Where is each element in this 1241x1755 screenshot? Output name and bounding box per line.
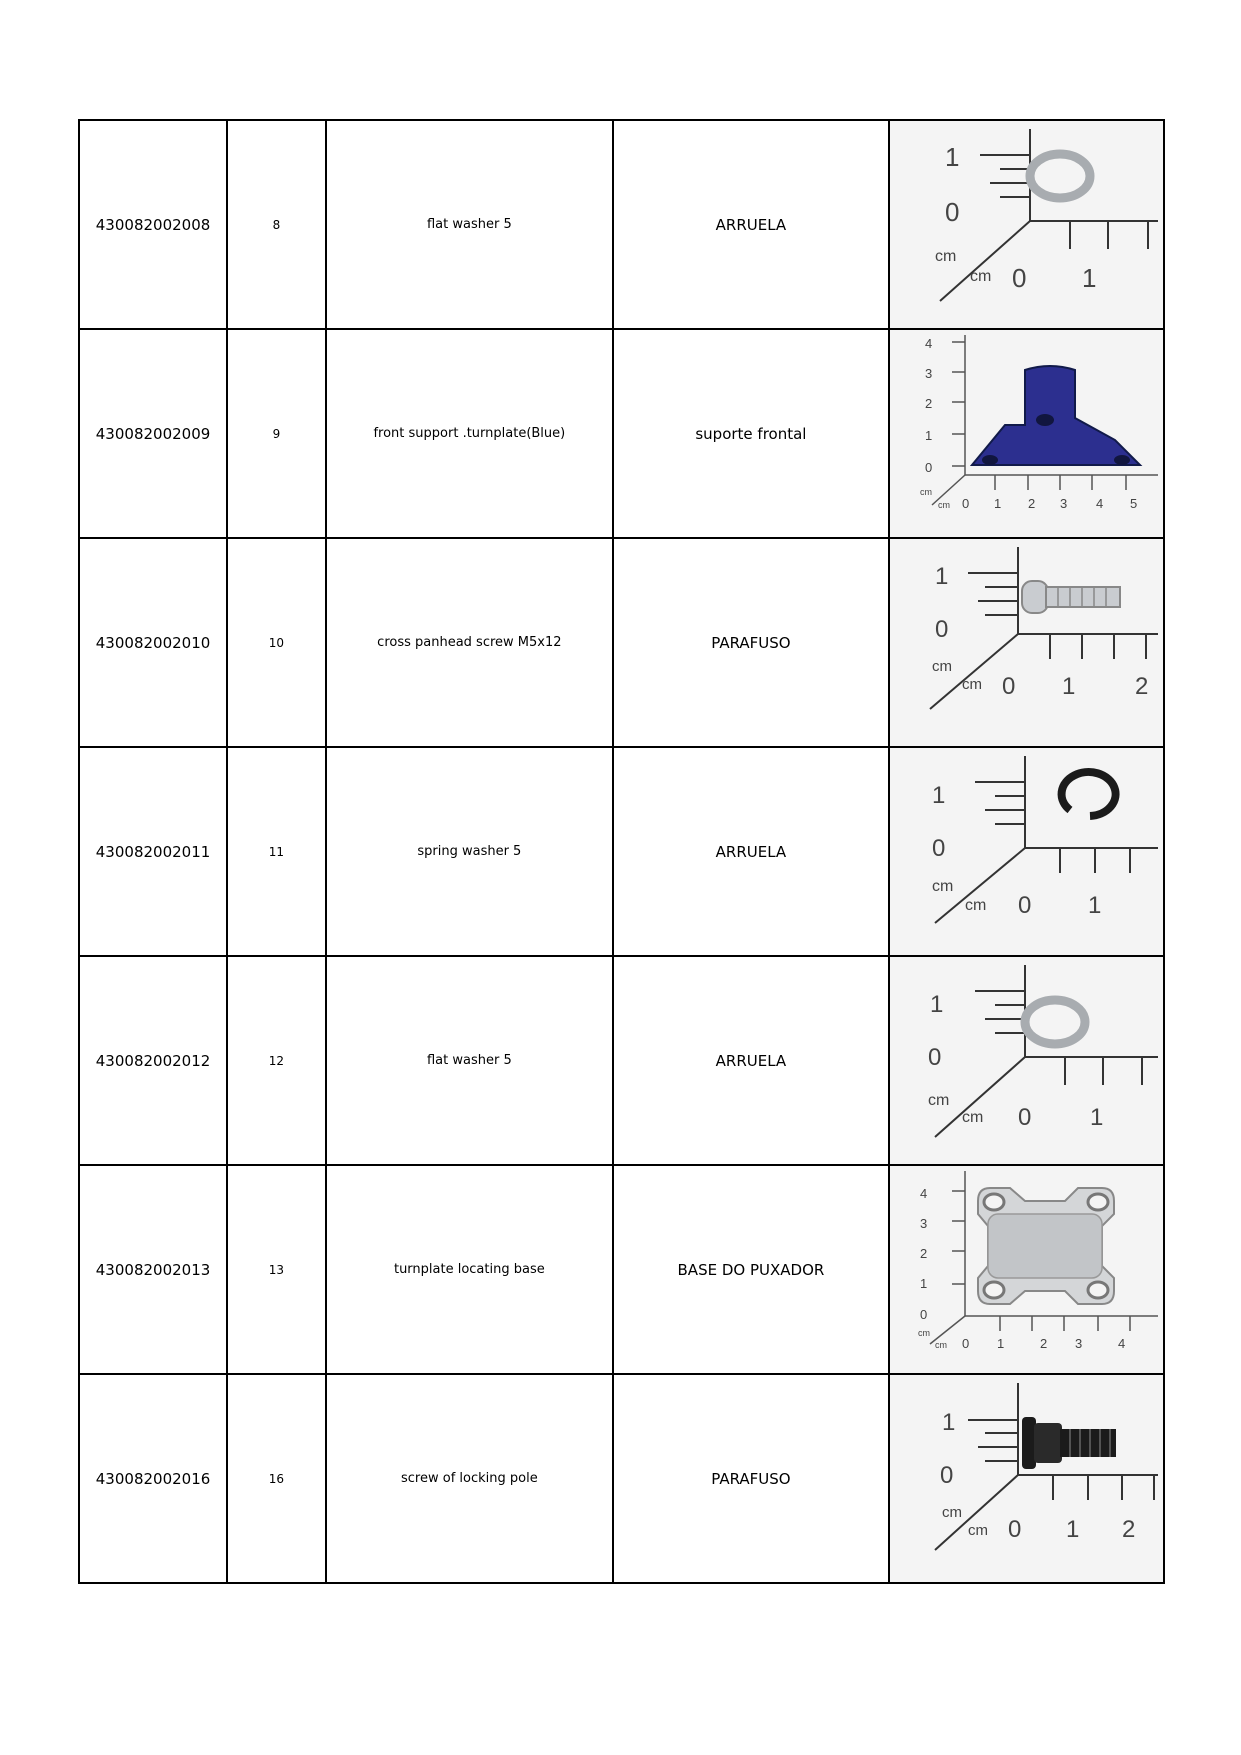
part-code: 430082002016 [79,1374,227,1583]
part-photo [889,956,1164,1165]
svg-text:cm: cm [961,1109,984,1126]
part-name-en: spring washer 5 [326,747,613,956]
table-row [79,956,1164,1165]
part-index: 16 [227,1374,326,1583]
part-name-en: cross panhead screw M5x12 [326,538,613,747]
part-index: 9 [227,329,326,538]
svg-text:1: 1 [919,1276,928,1291]
svg-text:cm: cm [927,1092,950,1109]
svg-text:1: 1 [931,782,946,809]
svg-text:0: 0 [919,1307,928,1322]
locking-pole-screw-icon [890,1375,1161,1582]
part-photo [889,120,1164,329]
svg-text:4: 4 [1095,496,1104,511]
spring-washer-icon [890,748,1161,955]
flat-washer-icon [890,121,1161,328]
svg-text:1: 1 [1061,673,1076,700]
svg-text:0: 0 [924,460,933,475]
table-row [79,747,1164,956]
svg-text:3: 3 [1074,1336,1083,1351]
part-code: 430082002012 [79,956,227,1165]
svg-text:0: 0 [1011,263,1027,293]
svg-text:2: 2 [919,1246,928,1261]
part-index: 13 [227,1165,326,1374]
svg-text:cm: cm [919,487,932,497]
svg-text:1: 1 [929,991,944,1018]
part-photo [889,538,1164,747]
part-index: 12 [227,956,326,1165]
part-name-pt: ARRUELA [613,120,889,329]
svg-text:0: 0 [939,1462,954,1489]
part-name-pt: PARAFUSO [613,1374,889,1583]
table-row [79,120,1164,329]
svg-text:cm: cm [917,1328,930,1338]
svg-text:2: 2 [1134,673,1149,700]
part-index: 10 [227,538,326,747]
part-name-pt: ARRUELA [613,956,889,1165]
locating-base-icon [890,1166,1161,1373]
svg-text:0: 0 [1017,1104,1032,1131]
svg-text:3: 3 [919,1216,928,1231]
svg-text:1: 1 [1089,1104,1104,1131]
table-row [79,329,1164,538]
svg-text:0: 0 [1017,892,1032,919]
part-name-pt: ARRUELA [613,747,889,956]
part-name-en: turnplate locating base [326,1165,613,1374]
part-name-pt: BASE DO PUXADOR [613,1165,889,1374]
svg-text:cm: cm [969,268,992,285]
svg-text:cm: cm [934,1340,947,1350]
part-photo [889,329,1164,538]
svg-text:cm: cm [931,658,952,675]
svg-text:1: 1 [934,563,949,590]
svg-text:0: 0 [961,496,970,511]
svg-text:0: 0 [1007,1516,1022,1543]
svg-text:4: 4 [924,336,933,351]
svg-text:1: 1 [944,142,960,172]
svg-text:5: 5 [1129,496,1138,511]
svg-text:2: 2 [1039,1336,1048,1351]
front-support-icon [890,330,1161,537]
svg-text:1: 1 [993,496,1002,511]
part-code: 430082002009 [79,329,227,538]
svg-text:0: 0 [1001,673,1016,700]
svg-text:0: 0 [927,1044,942,1071]
part-name-en: flat washer 5 [326,956,613,1165]
parts-table [78,119,1165,1584]
svg-text:cm: cm [964,897,987,914]
svg-text:0: 0 [944,197,960,227]
svg-text:cm: cm [931,878,954,895]
part-photo [889,1165,1164,1374]
part-code: 430082002008 [79,120,227,329]
svg-text:1: 1 [1087,892,1102,919]
svg-text:3: 3 [924,366,933,381]
part-code: 430082002010 [79,538,227,747]
svg-text:1: 1 [924,428,933,443]
table-row [79,1165,1164,1374]
svg-text:1: 1 [1065,1516,1080,1543]
part-name-en: front support .turnplate(Blue) [326,329,613,538]
table-row [79,1374,1164,1583]
svg-text:cm: cm [937,500,950,510]
svg-text:0: 0 [961,1336,970,1351]
svg-text:0: 0 [931,835,946,862]
part-code: 430082002011 [79,747,227,956]
svg-text:3: 3 [1059,496,1068,511]
svg-text:cm: cm [941,1504,962,1521]
svg-text:4: 4 [1117,1336,1126,1351]
svg-text:2: 2 [924,396,933,411]
flat-washer-icon [890,957,1161,1164]
panhead-screw-icon [890,539,1161,746]
part-name-en: screw of locking pole [326,1374,613,1583]
svg-text:2: 2 [1027,496,1036,511]
svg-text:cm: cm [967,1522,988,1539]
svg-text:1: 1 [996,1336,1005,1351]
svg-text:2: 2 [1121,1516,1136,1543]
svg-text:4: 4 [919,1186,928,1201]
part-code: 430082002013 [79,1165,227,1374]
part-photo [889,1374,1164,1583]
svg-text:0: 0 [934,616,949,643]
svg-text:cm: cm [961,676,982,693]
part-name-pt: suporte frontal [613,329,889,538]
part-index: 11 [227,747,326,956]
part-index: 8 [227,120,326,329]
svg-text:1: 1 [1081,263,1097,293]
svg-text:cm: cm [934,248,957,265]
part-name-pt: PARAFUSO [613,538,889,747]
table-row [79,538,1164,747]
part-photo [889,747,1164,956]
svg-text:1: 1 [941,1409,956,1436]
part-name-en: flat washer 5 [326,120,613,329]
